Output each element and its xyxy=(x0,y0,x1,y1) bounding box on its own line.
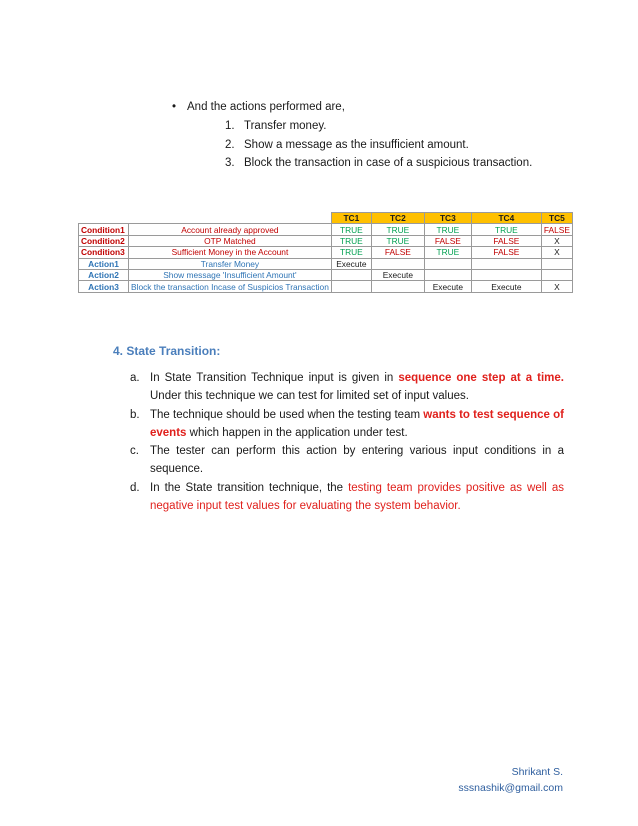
table-row xyxy=(79,281,573,292)
table-cell: TRUE xyxy=(471,224,541,235)
table-row xyxy=(79,247,573,258)
table-cell: X xyxy=(541,247,572,258)
row-label: Condition1 xyxy=(79,224,129,235)
table-row xyxy=(79,224,573,235)
highlight-text: sequence one step at a time. xyxy=(398,372,564,384)
table-cell: TRUE xyxy=(331,247,371,258)
section-title: 4. State Transition: xyxy=(113,344,221,358)
table-cell xyxy=(331,281,371,292)
highlight-text: wants to test sequence of events xyxy=(150,408,564,439)
blank-cell xyxy=(79,213,129,224)
state-transition-list xyxy=(130,369,564,515)
table-cell: FALSE xyxy=(471,235,541,246)
text-span: Under this technique we can test for limited set of input values. xyxy=(150,390,469,403)
table-cell xyxy=(424,258,471,269)
row-description: OTP Matched xyxy=(129,235,332,246)
intro-text: And the actions performed are, xyxy=(187,101,345,113)
table-cell: TRUE xyxy=(424,247,471,258)
list-item xyxy=(130,406,564,443)
table-cell: FALSE xyxy=(371,247,424,258)
table-cell xyxy=(541,269,572,280)
table-cell xyxy=(541,258,572,269)
row-description: Sufficient Money in the Account xyxy=(129,247,332,258)
table-cell: Execute xyxy=(331,258,371,269)
row-description: Block the transaction Incase of Suspicios Transaction xyxy=(129,281,332,292)
table-cell xyxy=(424,269,471,280)
table-cell xyxy=(471,258,541,269)
row-label: Action3 xyxy=(79,281,129,292)
list-item: 2. Show a message as the insufficient amount. xyxy=(225,138,469,151)
list-item xyxy=(130,479,564,516)
footer xyxy=(458,764,563,796)
highlight-text: testing team provides positive as well as negative input test values for evaluating the system behavior. xyxy=(150,481,564,513)
row-description: Transfer Money xyxy=(129,258,332,269)
list-letter: b. xyxy=(130,408,140,421)
table-cell: TRUE xyxy=(371,224,424,235)
table-row xyxy=(79,235,573,246)
table-row xyxy=(79,258,573,269)
table-cell: Execute xyxy=(371,269,424,280)
table-cell: FALSE xyxy=(471,247,541,258)
text-span: which happen in the application under test. xyxy=(186,426,408,439)
text-span: In the State transition technique, the xyxy=(150,481,349,494)
table-cell: Execute xyxy=(471,281,541,292)
table-cell: X xyxy=(541,281,572,292)
row-label: Condition2 xyxy=(79,235,129,246)
list-item: 1. Transfer money. xyxy=(225,120,327,132)
table-cell: TRUE xyxy=(331,235,371,246)
author-name: Shrikant S. xyxy=(511,766,563,778)
row-description: Account already approved xyxy=(129,224,332,235)
column-header: TC3 xyxy=(424,213,471,224)
row-label: Action2 xyxy=(79,269,129,280)
bullet-icon: • xyxy=(172,101,177,113)
column-header: TC4 xyxy=(471,213,541,224)
table-cell xyxy=(471,269,541,280)
table-header-row xyxy=(79,213,573,224)
table-cell xyxy=(371,258,424,269)
author-email: sssnashik@gmail.com xyxy=(458,782,563,794)
table-cell: TRUE xyxy=(371,235,424,246)
column-header: TC5 xyxy=(541,213,572,224)
actions-list xyxy=(225,120,532,176)
list-item xyxy=(130,442,564,479)
list-letter: c. xyxy=(130,445,139,458)
row-label: Action1 xyxy=(79,258,129,269)
decision-table xyxy=(78,212,573,293)
list-item xyxy=(130,369,564,406)
list-item: 3. Block the transaction in case of a suspicious transaction. xyxy=(225,157,533,170)
column-header: TC1 xyxy=(331,213,371,224)
text-span: The tester can perform this action by entering various input conditions in a sequence. xyxy=(150,445,564,476)
list-letter: d. xyxy=(130,481,140,494)
text-span: The technique should be used when the testing team xyxy=(150,408,424,421)
table-row xyxy=(79,269,573,280)
table-cell: FALSE xyxy=(424,235,471,246)
table-cell: X xyxy=(541,235,572,246)
table-cell: TRUE xyxy=(331,224,371,235)
table-cell xyxy=(331,269,371,280)
row-description: Show message 'Insufficient Amount' xyxy=(129,269,332,280)
list-letter: a. xyxy=(130,372,140,384)
table-cell: FALSE xyxy=(541,224,572,235)
text-span: In State Transition Technique input is given in xyxy=(150,372,399,384)
table-cell xyxy=(371,281,424,292)
table-cell: Execute xyxy=(424,281,471,292)
row-label: Condition3 xyxy=(79,247,129,258)
column-header: TC2 xyxy=(371,213,424,224)
table-cell: TRUE xyxy=(424,224,471,235)
blank-cell xyxy=(129,213,332,224)
